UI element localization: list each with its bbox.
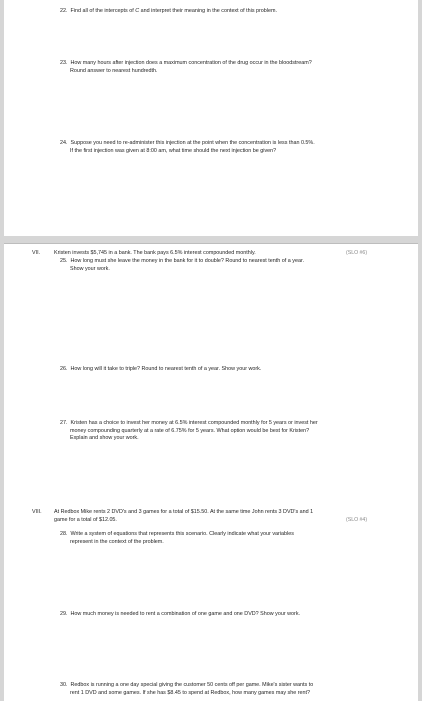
- question-28: 28. Write a system of equations that represents this scenario. Clearly indicate what your variables represent in the context of the problem.: [60, 531, 294, 545]
- section-vii-slo: (SLO #6): [346, 250, 368, 256]
- question-23: 23. How many hours after injection does a maximum concentration of the drug occur in the bloodstream? Round answer to nearest hundredth.: [60, 60, 312, 74]
- section-viii-numeral: VIII.: [32, 509, 42, 515]
- section-vii-intro: Kristen invests $5,745 in a bank. The bank pays 6.5% interest compounded monthly.: [54, 250, 256, 256]
- section-viii-intro: At Redbox Mike rents 2 DVD's and 3 games for a total of $15.50. At the same time John rents 3 DVD's and 1 game for a total of $12.05.: [54, 509, 314, 523]
- question-30: 30. Redbox is running a one day special giving the customer 50 cents off per game. Mike's sister wants to rent 1 DVD and some games. If she has $8.45 to spend at Redbox, how many games may she rent?: [60, 682, 314, 696]
- section-viii-slo: (SLO #4): [346, 517, 368, 523]
- question-27: 27. Kristen has a choice to invest her money at 6.5% interest compounded monthly for 5 years or invest her money compounding quarterly at a rate of 6.75% for 5 years. What option would be best for Kristen? Explain and show your work.: [60, 420, 318, 442]
- worksheet-page-top: [4, 0, 418, 236]
- question-22: 22. Find all of the intercepts of C and interpret their meaning in the context of this problem.: [60, 8, 277, 14]
- question-29: 29. How much money is needed to rent a combination of one game and one DVD? Show your work.: [60, 611, 301, 617]
- section-vii-numeral: VII.: [32, 250, 41, 256]
- worksheet-page-bottom: [4, 243, 418, 701]
- question-25: 25. How long must she leave the money in the bank for it to double? Round to nearest tenth of a year. Show your work.: [60, 258, 304, 272]
- question-26: 26. How long will it take to triple? Round to nearest tenth of a year. Show your work.: [60, 366, 262, 372]
- variable-c: C: [135, 8, 140, 14]
- question-24: 24. Suppose you need to re-administer this injection at the point when the concentration is less than 0.5%. If the first injection was given at 8:00 am, what time should the next injection be given?: [60, 140, 315, 154]
